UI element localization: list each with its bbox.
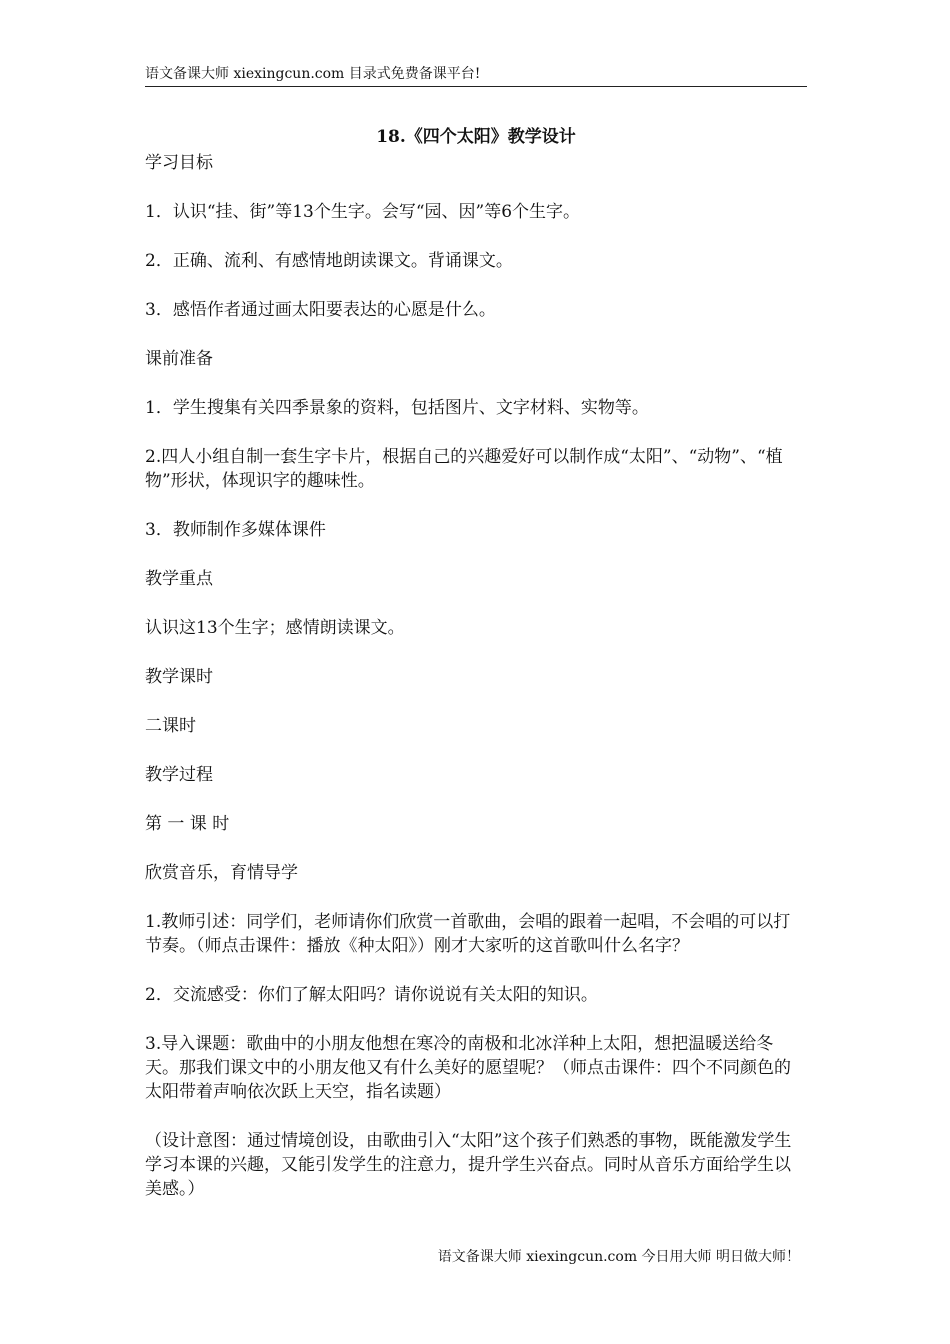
objective-1: 1．认识“挂、街”等13个生字。会写“园、因”等6个生字。 bbox=[145, 202, 581, 222]
objective-3: 3．感悟作者通过画太阳要表达的心愿是什么。 bbox=[145, 300, 496, 320]
document-body bbox=[145, 151, 807, 1201]
periods-text: 二课时 bbox=[145, 716, 196, 736]
section-heading-key-points: 教学重点 bbox=[145, 569, 213, 589]
step-heading: 欣赏音乐，育情导学 bbox=[145, 863, 298, 883]
page-header: 语文备课大师 xiexingcun.com 目录式免费备课平台! bbox=[145, 64, 807, 87]
objective-2: 2．正确、流利、有感情地朗读课文。背诵课文。 bbox=[145, 251, 513, 271]
preparation-3: 3．教师制作多媒体课件 bbox=[145, 520, 326, 540]
section-heading-process: 教学过程 bbox=[145, 765, 213, 785]
preparation-2: 2.四人小组自制一套生字卡片，根据自己的兴趣爱好可以制作成“太阳”、“动物”、“植物”形状，体现识字的趣味性。 bbox=[145, 447, 783, 491]
process-step-2: 2．交流感受：你们了解太阳吗？请你说说有关太阳的知识。 bbox=[145, 985, 598, 1005]
section-heading-periods: 教学课时 bbox=[145, 667, 213, 687]
process-step-3: 3.导入课题：歌曲中的小朋友他想在寒冷的南极和北冰洋种上太阳，想把温暖送给冬天。那我们课文中的小朋友他又有什么美好的愿望呢？（师点击课件：四个不同颜色的太阳带着声响依次跃上天空，指名读题） bbox=[145, 1034, 791, 1102]
section-heading-preparation: 课前准备 bbox=[145, 349, 213, 369]
section-heading-objectives: 学习目标 bbox=[145, 153, 213, 173]
design-intent-note: （设计意图：通过情境创设，由歌曲引入“太阳”这个孩子们熟悉的事物，既能激发学生学习本课的兴趣，又能引发学生的注意力，提升学生兴奋点。同时从音乐方面给学生以美感。） bbox=[145, 1131, 792, 1199]
process-step-1: 1.教师引述：同学们，老师请你们欣赏一首歌曲，会唱的跟着一起唱，不会唱的可以打节奏。（师点击课件：播放《种太阳》）刚才大家听的这首歌叫什么名字？ bbox=[145, 912, 791, 956]
key-points-text: 认识这13个生字；感情朗读课文。 bbox=[145, 618, 405, 638]
page-footer: 语文备课大师 xiexingcun.com 今日用大师 明日做大师！ bbox=[437, 1249, 800, 1265]
lesson-heading-first: 第 一 课 时 bbox=[145, 814, 230, 834]
document-title: 18.《四个太阳》教学设计 bbox=[376, 127, 576, 147]
preparation-1: 1．学生搜集有关四季景象的资料，包括图片、文字材料、实物等。 bbox=[145, 398, 649, 418]
